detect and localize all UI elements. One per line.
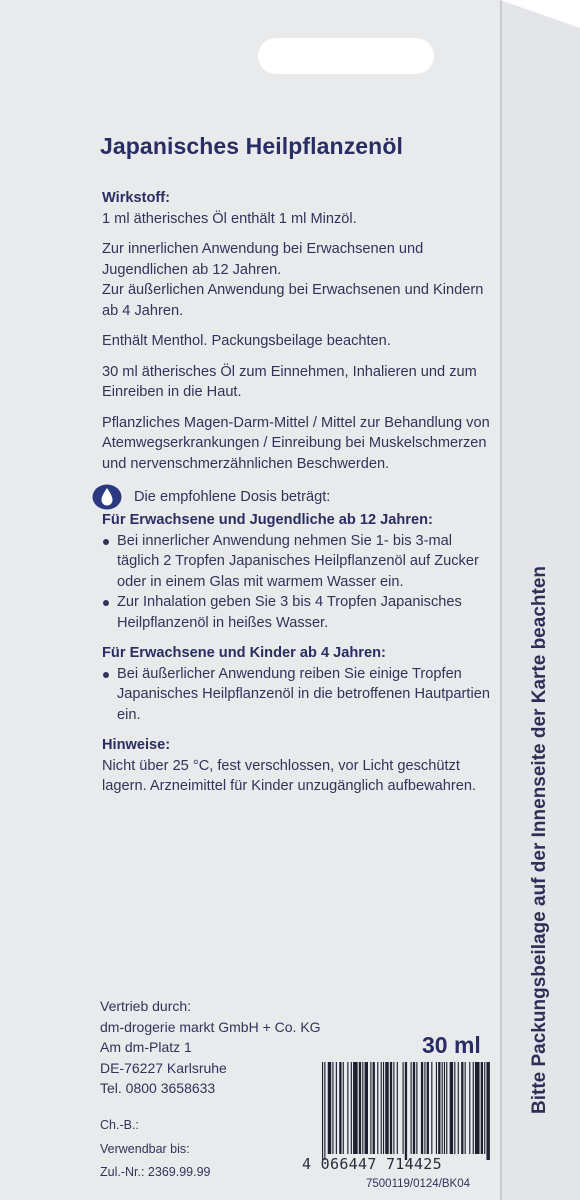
barcode-bar [444,1062,445,1154]
barcode-bar [359,1062,361,1154]
dose-group1-heading: Für Erwachsene und Jugendliche ab 12 Jahren: [102,512,433,528]
dose-group2-list [102,664,494,726]
list-item: Bei innerlicher Anwendung nehmen Sie 1- bis 3-mal täglich 2 Tropfen Japanisches Heilpflanzenöl auf Zucker oder in einem Glas mit warmem Wasser ein. [102,531,494,593]
barcode-bar [486,1062,489,1160]
barcode-bar [322,1062,323,1160]
dose-group1-list [102,531,494,634]
menthol-note: Enthält Menthol. Packungsbeilage beachten. [102,333,391,349]
fold-line [500,0,502,1200]
barcode-bar [397,1062,398,1154]
barcode-bar [469,1062,470,1154]
barcode-bar [458,1062,459,1154]
barcode-bar [365,1062,368,1154]
barcode-bar [377,1062,378,1154]
batch-label: Ch.-B.: [100,1118,139,1132]
barcode-bar [343,1062,344,1154]
list-item: Bei äußerlicher Anwendung reiben Sie einige Tropfen Japanisches Heilpflanzenöl in die betroffenen Hautpartien ein. [102,664,494,726]
barcode-bar [403,1062,404,1154]
barcode-bar [385,1062,388,1154]
barcode-bar [475,1062,480,1154]
barcode-bar [324,1062,325,1160]
barcode-bar [393,1062,394,1154]
hinweise-label: Hinweise: [102,737,171,753]
indication-text: Pflanzliches Magen-Darm-Mittel / Mittel zur Behandlung von Atemwegserkrankungen / Einreibung bei Muskelschmerzen und nervenschmerzähnlichen Beschwerden. [102,414,490,472]
distributor-city: DE-76227 Karlsruhe [100,1059,227,1076]
barcode-bar [436,1062,437,1154]
product-title: Japanisches Heilpflanzenöl [100,133,403,159]
barcode-bar [373,1062,375,1154]
barcode-bar [328,1062,331,1154]
barcode-bar [353,1062,358,1154]
barcode-bar [351,1062,352,1154]
hinweise-section [102,735,494,797]
product-info [102,188,494,807]
barcode-bar [473,1062,474,1154]
barcode-bar [339,1062,341,1154]
barcode-bar [438,1062,440,1154]
barcode-bar [421,1062,423,1154]
barcode-bar [442,1062,443,1154]
distributor-name: dm-drogerie markt GmbH + Co. KG [100,1018,321,1035]
barcode-bar [332,1062,333,1154]
wirkstoff-label: Wirkstoff: [102,190,170,206]
hang-hole [258,38,434,74]
list-item: Zur Inhalation geben Sie 3 bis 4 Tropfen Japanisches Heilpflanzenöl in heißes Wasser. [102,592,494,633]
barcode-bar [481,1062,483,1154]
barcode-bar [431,1062,432,1154]
wirkstoff-text: 1 ml ätherisches Öl enthält 1 ml Minzöl. [102,210,357,227]
wirkstoff-section [102,188,494,229]
distributor-block [100,996,350,1099]
anwendung-section [102,239,494,321]
barcode-bar [424,1062,425,1154]
volume-description: 30 ml ätherisches Öl zum Einnehmen, Inhalieren und zum Einreiben in die Haut. [102,363,477,400]
approval-number: Zul.-Nr.: 2369.99.99 [100,1165,211,1179]
anwendung-aeusserlich: Zur äußerlichen Anwendung bei Erwachsenen und Kindern ab 4 Jahren. [102,282,484,319]
barcode-bar [362,1062,363,1154]
barcode-bar [465,1062,466,1154]
barcode-bar [461,1062,463,1154]
barcode-bar [484,1062,485,1154]
distributor-street: Am dm-Platz 1 [100,1039,192,1056]
dose-intro-row [92,484,494,510]
package-volume: 30 ml [422,1032,481,1058]
hinweise-text: Nicht über 25 °C, fest verschlossen, vor Licht geschützt lagern. Arzneimittel für Kinder unzugänglich aufbewahren. [102,757,476,794]
barcode-bar [427,1062,429,1154]
anwendung-innerlich: Zur innerlichen Anwendung bei Erwachsenen und Jugendlichen ab 12 Jahren. [102,241,424,278]
barcode-bar [405,1062,407,1160]
dose-group2-heading: Für Erwachsene und Kinder ab 4 Jahren: [102,645,386,661]
distributor-phone: Tel. 0800 3658633 [100,1080,216,1097]
barcode-bar [416,1062,417,1154]
drop-icon [92,484,122,510]
barcode-bar [446,1062,447,1154]
barcode-bar [381,1062,382,1154]
barcode-bar [383,1062,384,1154]
barcode-bar [336,1062,337,1154]
barcode-bar [411,1062,412,1154]
distributor-label: Vertrieb durch: [100,998,192,1014]
side-flap-corner [500,0,580,28]
barcode-number: 4 066447 714425 [302,1155,442,1173]
barcode-bar [454,1062,455,1154]
article-code: 7500119/0124/BK04 [366,1178,471,1190]
barcode-bar [450,1062,453,1154]
dose-intro-text: Die empfohlene Dosis beträgt: [134,488,331,505]
side-notice-text: Bitte Packungsbeilage auf der Innenseite der Karte beachten [529,566,550,1114]
expiry-label: Verwendbar bis: [100,1142,190,1156]
barcode-bar [370,1062,371,1154]
barcode-bar [413,1062,415,1154]
barcode [320,1062,492,1160]
barcode-bar [347,1062,348,1154]
barcode-bar [390,1062,392,1154]
